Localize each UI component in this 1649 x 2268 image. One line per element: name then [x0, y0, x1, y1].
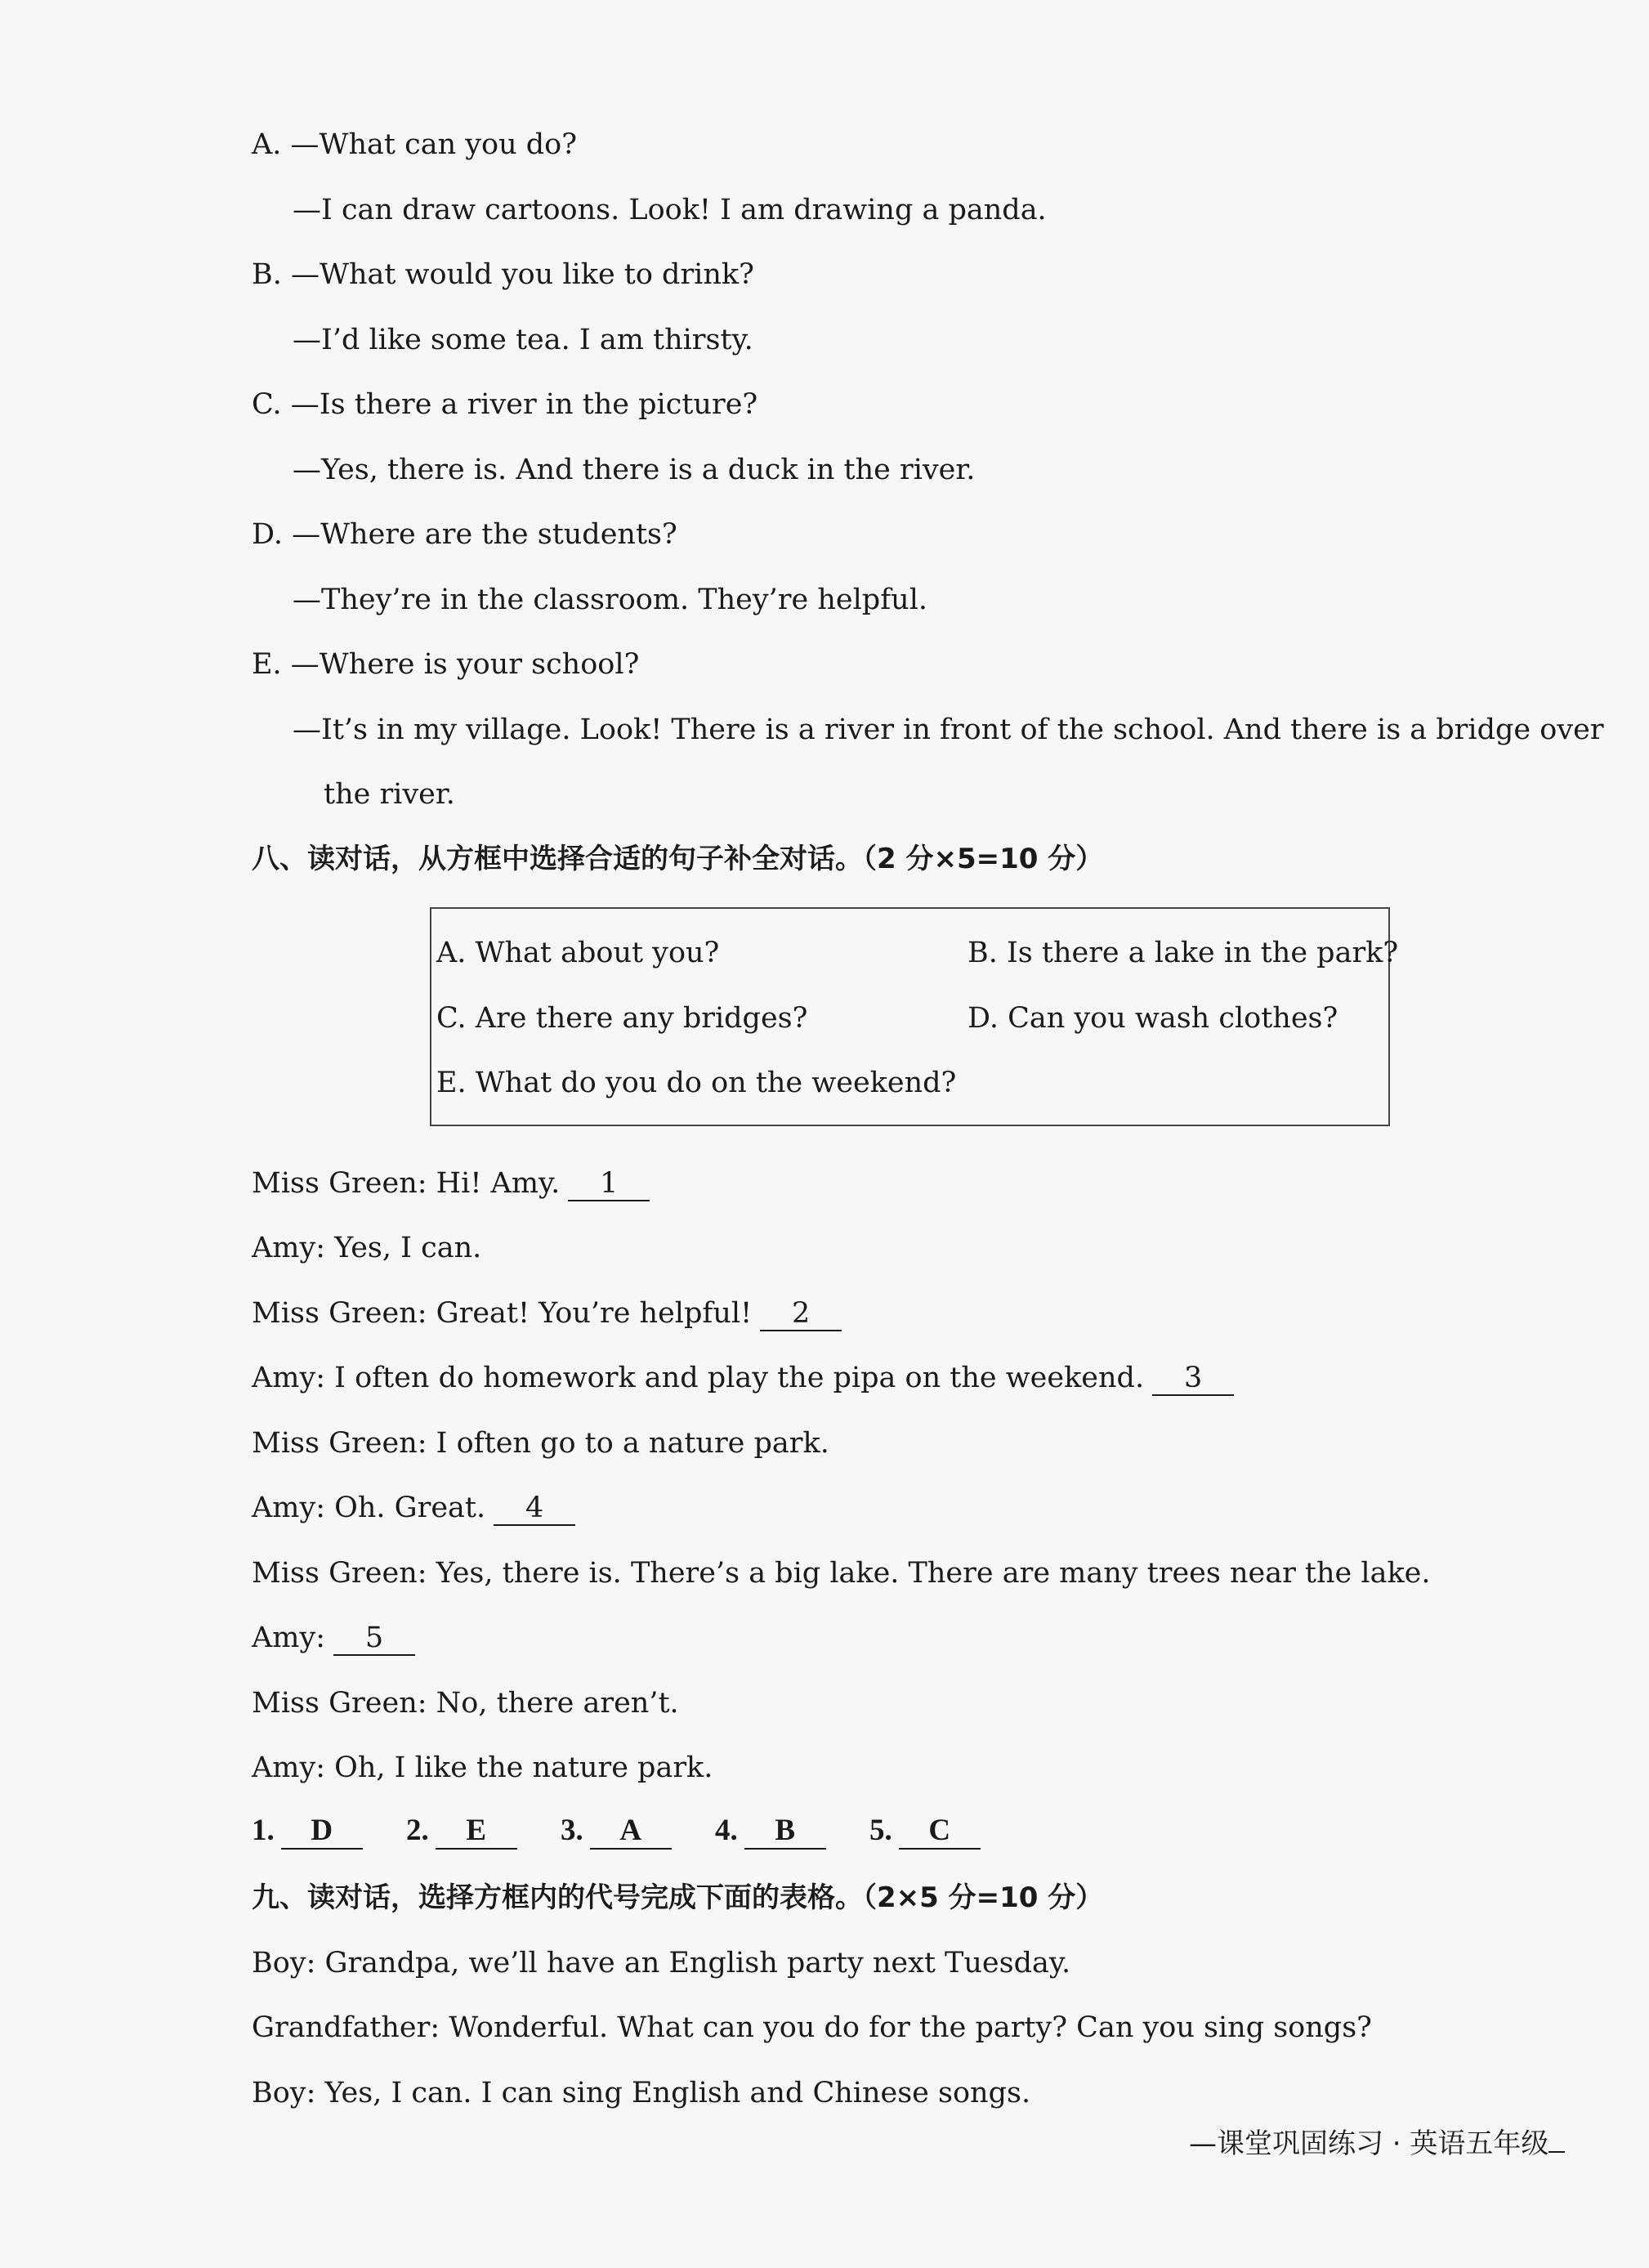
options-box — [430, 907, 1399, 1126]
answer-4: 4. B — [715, 1813, 826, 1850]
dialogue-c-question: C. —Is there a river in the picture? — [252, 388, 758, 421]
blank-4: 4 — [494, 1492, 575, 1526]
option-a: A. What about you? — [436, 937, 720, 969]
dialogue-e-answer: —It’s in my village. Look! There is a river in front of the school. And there is a bridge over — [293, 714, 1604, 746]
dialogue-e-question: E. —Where is your school? — [252, 648, 640, 681]
blank-3: 3 — [1152, 1362, 1234, 1396]
s9-line-1: Boy: Grandpa, we’ll have an English party next Tuesday. — [252, 1947, 1071, 1979]
section-8-heading: 八、读对话，从方框中选择合适的句子补全对话。（2 分×5=10 分） — [252, 843, 1104, 875]
dialogue-line-9: Miss Green: No, there aren’t. — [252, 1687, 679, 1720]
dialogue-e-answer-cont: the river. — [324, 778, 455, 811]
dialogue-a-question: A. —What can you do? — [252, 128, 577, 161]
dialogue-line-6: Amy: Oh. Great. 4 — [252, 1488, 575, 1528]
option-e: E. What do you do on the weekend? — [436, 1067, 957, 1099]
option-d: D. Can you wash clothes? — [968, 1002, 1338, 1035]
dialogue-line-4: Amy: I often do homework and play the pipa on the weekend. 3 — [252, 1358, 1234, 1398]
dialogue-line-1: Miss Green: Hi! Amy. 1 — [252, 1164, 650, 1203]
answer-row — [252, 1813, 1017, 1850]
option-c: C. Are there any bridges? — [436, 1002, 808, 1035]
blank-2: 2 — [760, 1297, 842, 1331]
section-9-heading: 九、读对话，选择方框内的代号完成下面的表格。（2×5 分=10 分） — [252, 1881, 1104, 1914]
dialogue-line-8: Amy: 5 — [252, 1618, 415, 1657]
answer-3: 3. A — [561, 1813, 672, 1850]
dialogue-line-5: Miss Green: I often go to a nature park. — [252, 1427, 829, 1460]
blank-1: 1 — [568, 1167, 650, 1201]
dialogue-line-10: Amy: Oh, I like the nature park. — [252, 1751, 713, 1784]
dialogue-b-answer: —I’d like some tea. I am thirsty. — [293, 324, 753, 356]
answer-5: 5. C — [869, 1813, 981, 1850]
option-b: B. Is there a lake in the park? — [968, 937, 1399, 969]
dialogue-line-3: Miss Green: Great! You’re helpful! 2 — [252, 1294, 842, 1333]
answer-1: 1. D — [252, 1813, 363, 1850]
s9-line-3: Boy: Yes, I can. I can sing English and Chinese songs. — [252, 2077, 1031, 2109]
dialogue-c-answer: —Yes, there is. And there is a duck in the river. — [293, 454, 976, 486]
s9-line-2: Grandfather: Wonderful. What can you do for the party? Can you sing songs? — [252, 2011, 1372, 2044]
dialogue-a-answer: —I can draw cartoons. Look! I am drawing a panda. — [293, 194, 1047, 226]
dialogue-line-7: Miss Green: Yes, there is. There’s a big lake. There are many trees near the lake. — [252, 1557, 1431, 1590]
dialogue-d-answer: —They’re in the classroom. They’re helpful. — [293, 584, 928, 616]
answer-2: 2. E — [406, 1813, 517, 1850]
dialogue-line-2: Amy: Yes, I can. — [252, 1232, 482, 1264]
dialogue-d-question: D. —Where are the students? — [252, 518, 677, 551]
page-footer: —课堂巩固练习 · 英语五年级 — [1189, 2121, 1565, 2161]
dialogue-b-question: B. —What would you like to drink? — [252, 258, 754, 291]
blank-5: 5 — [333, 1622, 415, 1656]
